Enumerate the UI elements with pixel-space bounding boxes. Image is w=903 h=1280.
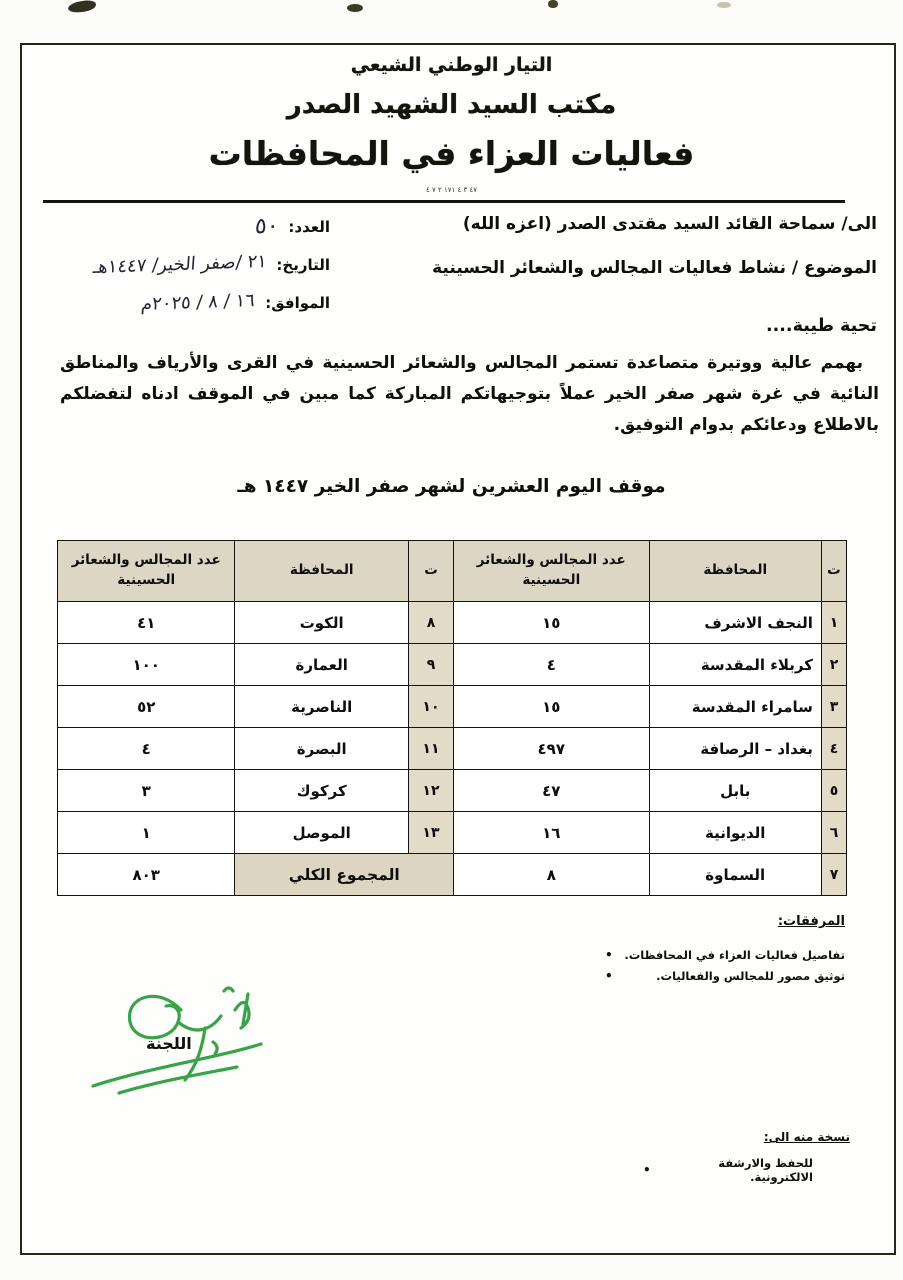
grand-total-label: المجموع الكلي	[235, 854, 454, 896]
copy-to-list	[643, 1156, 813, 1191]
row-index: ٩	[408, 644, 453, 686]
province-cell: البصرة	[235, 728, 408, 770]
row-index: ٣	[821, 686, 846, 728]
count-cell: ١٥	[454, 686, 649, 728]
table-row	[58, 728, 847, 770]
province-cell: الموصل	[235, 812, 408, 854]
row-index: ٧	[821, 854, 846, 896]
signature-committee-label: اللجنة	[146, 1034, 192, 1053]
table-row	[58, 644, 847, 686]
attachment-item	[605, 948, 845, 962]
bullet-icon: •	[605, 969, 613, 983]
table-title: موقف اليوم العشرين لشهر صفر الخير ١٤٤٧ هـ	[237, 476, 666, 497]
row-index: ١٠	[408, 686, 453, 728]
gregorian-label: الموافق:	[265, 293, 330, 312]
col-header-index: ت	[408, 541, 453, 602]
copy-to-text: للحفظ والارشفة الالكترونية.	[718, 1156, 813, 1184]
table-row	[58, 686, 847, 728]
table-row	[58, 602, 847, 644]
province-cell: الناصرية	[235, 686, 408, 728]
letterhead-line-activities: فعاليات العزاء في المحافظات	[208, 134, 695, 173]
scan-artifact	[717, 2, 731, 8]
count-cell: ١٠٠	[58, 644, 235, 686]
col-header-province: المحافظة	[649, 541, 821, 602]
scan-artifact	[548, 0, 558, 8]
table-row	[58, 812, 847, 854]
table-header-row	[58, 541, 847, 602]
count-cell: ٤٩٧	[454, 728, 649, 770]
count-cell: ٣	[58, 770, 235, 812]
bullet-icon: •	[605, 948, 613, 962]
letterhead-ornament: ٤٧ ٣ ٤ ١٧١ ٢ ٧ ٤	[425, 186, 478, 194]
count-cell: ٤	[58, 728, 235, 770]
row-index: ٤	[821, 728, 846, 770]
grand-total-value: ٨٠٣	[58, 854, 235, 896]
province-cell: سامراء المقدسة	[649, 686, 821, 728]
row-index: ١٢	[408, 770, 453, 812]
col-header-count: عدد المجالس والشعائر الحسينية	[58, 541, 235, 602]
subject-line: الموضوع / نشاط فعاليات المجالس والشعائر الحسينية	[432, 258, 877, 278]
letterhead-line-movement: التيار الوطني الشيعي	[350, 54, 553, 76]
date-handwritten-value: ٢١ /صفر الخير/ ١٤٤٧هـ	[91, 250, 268, 279]
col-header-index: ت	[821, 541, 846, 602]
count-cell: ١٦	[454, 812, 649, 854]
province-cell: بابل	[649, 770, 821, 812]
copy-to-item	[643, 1156, 813, 1184]
field-number	[255, 214, 330, 239]
province-cell: السماوة	[649, 854, 821, 896]
table-row	[58, 770, 847, 812]
row-index: ١	[821, 602, 846, 644]
addressee-line: الى/ سماحة القائد السيد مقتدى الصدر (اعزه الله)	[462, 214, 877, 234]
date-label: التاريخ:	[276, 255, 330, 274]
province-cell: الديوانية	[649, 812, 821, 854]
bullet-icon: •	[643, 1163, 651, 1177]
letter-body-paragraph: بهمم عالية ووتيرة متصاعدة تستمر المجالس والشعائر الحسينية في القرى والأرياف والمناطق النائية في غرة شهر صفر الخير عملاً بتوجيهاتكم المباركة كما مبين في الموقف ادناه لتفضلكم بالاطلاع ودعائكم بدوام التوفيق.	[60, 353, 879, 435]
province-cell: بغداد – الرصافة	[649, 728, 821, 770]
row-index: ١١	[408, 728, 453, 770]
count-cell: ٤	[454, 644, 649, 686]
province-cell: العمارة	[235, 644, 408, 686]
field-hijri-date	[91, 250, 330, 279]
row-index: ٥	[821, 770, 846, 812]
count-cell: ١٥	[454, 602, 649, 644]
province-cell: الكوت	[235, 602, 408, 644]
greeting-line: تحية طيبة....	[765, 316, 877, 336]
col-header-count: عدد المجالس والشعائر الحسينية	[454, 541, 649, 602]
row-index: ١٣	[408, 812, 453, 854]
attachment-text: توثيق مصور للمجالس والفعاليات.	[656, 969, 845, 983]
row-index: ٦	[821, 812, 846, 854]
count-cell: ١	[58, 812, 235, 854]
header-separator-line	[43, 200, 845, 203]
count-cell: ٤١	[58, 602, 235, 644]
row-index: ٢	[821, 644, 846, 686]
scan-artifact	[68, 0, 97, 13]
number-label: العدد:	[288, 217, 330, 236]
scan-artifact	[347, 4, 363, 12]
province-cell: كربلاء المقدسة	[649, 644, 821, 686]
attachment-item	[605, 969, 845, 983]
row-index: ٨	[408, 602, 453, 644]
table-total-row	[58, 854, 847, 896]
province-cell: كركوك	[235, 770, 408, 812]
attachments-title: المرفقات:	[777, 914, 845, 929]
gregorian-handwritten-value: ١٦ / ٨ / ٢٠٢٥م	[140, 289, 256, 316]
provinces-table	[57, 540, 847, 896]
province-cell: النجف الاشرف	[649, 602, 821, 644]
col-header-province: المحافظة	[235, 541, 408, 602]
attachments-list	[605, 948, 845, 990]
count-cell: ٤٧	[454, 770, 649, 812]
count-cell: ٥٢	[58, 686, 235, 728]
letterhead-line-office: مكتب السيد الشهيد الصدر	[286, 90, 617, 120]
copy-to-title: نسخة منه الى:	[763, 1130, 850, 1144]
attachment-text: تفاصيل فعاليات العزاء في المحافظات.	[624, 948, 845, 962]
count-cell: ٨	[454, 854, 649, 896]
field-gregorian-date	[140, 289, 330, 316]
number-handwritten-value: ٥٠	[253, 213, 280, 240]
